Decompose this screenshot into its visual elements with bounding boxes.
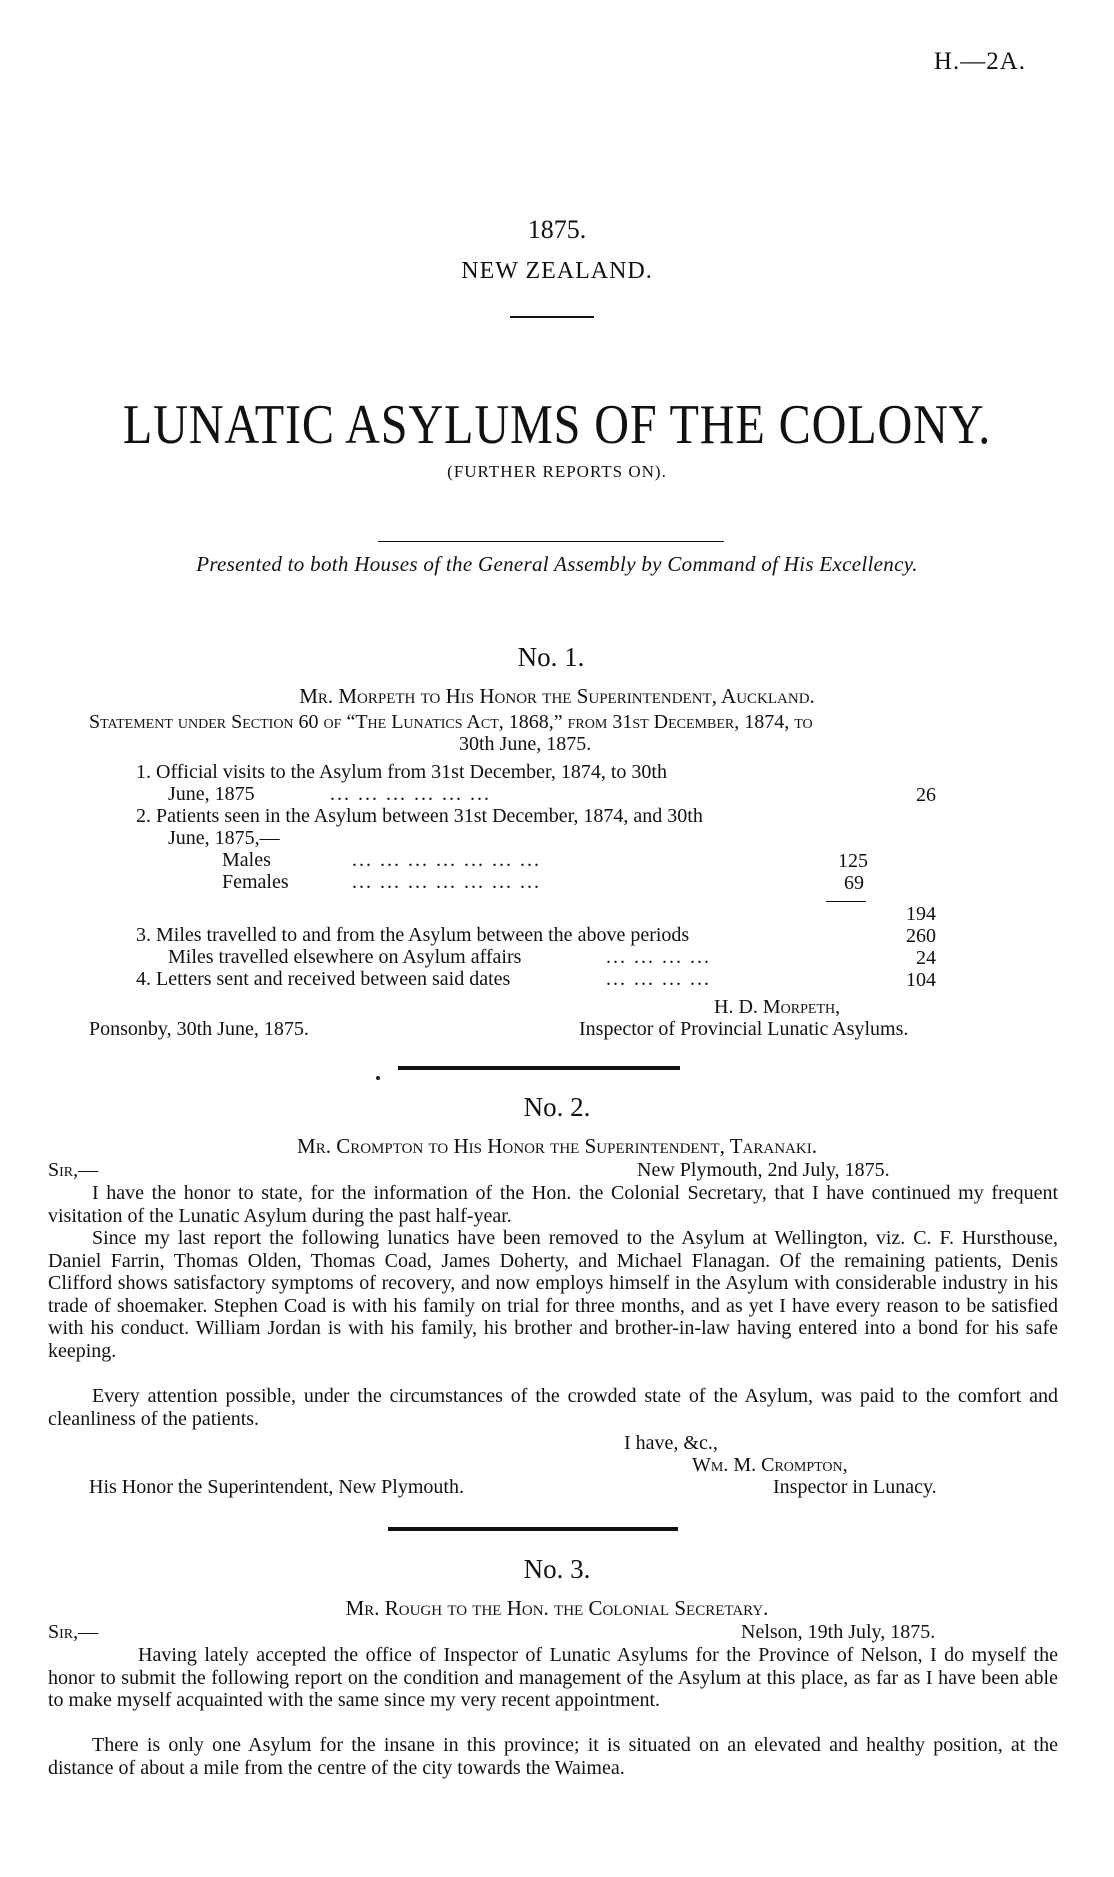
no2-addressee: His Honor the Superintendent, New Plymouth.	[89, 1476, 464, 1498]
item-1-line2: June, 1875	[168, 783, 255, 805]
no1-signature-title: Inspector of Provincial Lunatic Asylums.	[579, 1018, 909, 1040]
section-heading-no2: No. 2.	[523, 1092, 591, 1122]
item-3-value: 260	[906, 925, 936, 947]
item-3-line1: 3. Miles travelled to and from the Asylum between the above periods	[136, 924, 690, 946]
presented-line: Presented to both Houses of the General Assembly by Command of His Excellency.	[196, 552, 918, 576]
item-1-line1: 1. Official visits to the Asylum from 31st December, 1874, to 30th	[136, 761, 667, 783]
no3-paragraph-1	[48, 1644, 1058, 1712]
item-1-value: 26	[916, 784, 936, 806]
subtitle-divider	[378, 541, 724, 542]
item-4-leader-dots: ... ... ... ...	[606, 968, 711, 990]
no3-place-date: Nelson, 19th July, 1875.	[741, 1621, 936, 1643]
no2-paragraph-2	[48, 1227, 1058, 1362]
no3-paragraph-2	[48, 1734, 1058, 1779]
item-2-line1: 2. Patients seen in the Asylum between 31st December, 1874, and 30th	[136, 805, 703, 827]
item-1-leader-dots: ... ... ... ... ... ...	[330, 783, 491, 805]
title-divider	[510, 316, 594, 318]
no3-from-line: Mr. Rough to the Hon. the Colonial Secretary.	[345, 1596, 769, 1620]
no2-paragraph-1	[48, 1182, 1058, 1227]
no2-paragraph-3-text: Every attention possible, under the circumstances of the crowded state of the Asylum, was paid to the comfort and cleanliness of the patients.	[48, 1385, 1058, 1430]
subtitle: (FURTHER REPORTS ON).	[447, 462, 667, 481]
no3-paragraph-2-text: There is only one Asylum for the insane in this province; it is situated on an elevated and healthy position, at the distance of about a mile from the centre of the city towards the Waimea.	[48, 1734, 1058, 1779]
males-value: 125	[838, 850, 868, 872]
no1-statement-line2: 30th June, 1875.	[459, 733, 592, 755]
no1-from-line: Mr. Morpeth to His Honor the Superintendent, Auckland.	[299, 684, 815, 708]
no2-place-date: New Plymouth, 2nd July, 1875.	[637, 1159, 890, 1181]
year: 1875.	[527, 215, 587, 244]
no2-salutation: Sir,—	[48, 1159, 99, 1181]
item-3-value2: 24	[916, 947, 936, 969]
page-title: LUNATIC ASYLUMS OF THE COLONY.	[122, 394, 992, 456]
section-divider-2	[388, 1527, 678, 1531]
item-3-line2: Miles travelled elsewhere on Asylum affairs	[168, 946, 522, 968]
females-leader-dots: ... ... ... ... ... ... ...	[352, 871, 541, 893]
females-label: Females	[222, 871, 289, 893]
no1-signature-name: H. D. Morpeth,	[714, 996, 841, 1018]
no3-paragraph-1-text: Having lately accepted the office of Inspector of Lunatic Asylums for the Province of Nelson, I do myself the honor to submit the following report on the condition and management of the Asylum at this place, as far as I have been able to make myself acquainted with the same since my very recent appointment.	[48, 1644, 1058, 1711]
no2-signature-name: Wm. M. Crompton,	[692, 1454, 848, 1476]
no1-statement-line1: Statement under Section 60 of “The Lunatics Act, 1868,” from 31st December, 1874, to	[89, 711, 813, 733]
item-2-line2: June, 1875,—	[168, 827, 280, 849]
country: NEW ZEALAND.	[461, 258, 653, 284]
no2-paragraph-1-text: I have the honor to state, for the information of the Hon. the Colonial Secretary, that I have continued my frequent visitation of the Lunatic Asylum during the past half-year.	[48, 1182, 1058, 1227]
patients-total-value: 194	[906, 903, 936, 925]
section-heading-no3: No. 3.	[523, 1554, 591, 1584]
no2-from-line: Mr. Crompton to His Honor the Superintendent, Taranaki.	[297, 1134, 817, 1158]
section-divider-1	[398, 1066, 680, 1070]
stray-mark	[376, 1076, 380, 1080]
no1-place-date: Ponsonby, 30th June, 1875.	[89, 1018, 309, 1040]
no2-closing: I have, &c.,	[624, 1432, 718, 1454]
item-4-line: 4. Letters sent and received between said dates	[136, 968, 511, 990]
no2-signature-title: Inspector in Lunacy.	[773, 1476, 937, 1498]
males-label: Males	[222, 849, 271, 871]
document-reference: H.—2A.	[933, 48, 1026, 75]
no2-paragraph-2-text: Since my last report the following lunatics have been removed to the Asylum at Wellington, viz. C. F. Hursthouse, Daniel Farrin, Thomas Olden, Thomas Coad, James Doherty, and Michael Flanagan. Of the remaining patients, Denis Clifford shows satisfactory symptoms of recovery, and now employs himself in the Asylum with considerable industry in his trade of shoemaker. Stephen Coad is with his family on trial for three months, and as yet I have every reason to be satisfied with his conduct. William Jordan is with his family, his brother and brother-in-law having entered into a bond for his safe keeping.	[48, 1227, 1058, 1362]
subtotal-rule	[826, 901, 866, 902]
item-3-leader-dots: ... ... ... ...	[606, 946, 711, 968]
no3-salutation: Sir,—	[48, 1621, 99, 1643]
males-leader-dots: ... ... ... ... ... ... ...	[352, 849, 541, 871]
item-4-value: 104	[906, 969, 936, 991]
females-value: 69	[844, 872, 864, 894]
section-heading-no1: No. 1.	[517, 642, 585, 672]
no2-paragraph-3	[48, 1385, 1058, 1430]
